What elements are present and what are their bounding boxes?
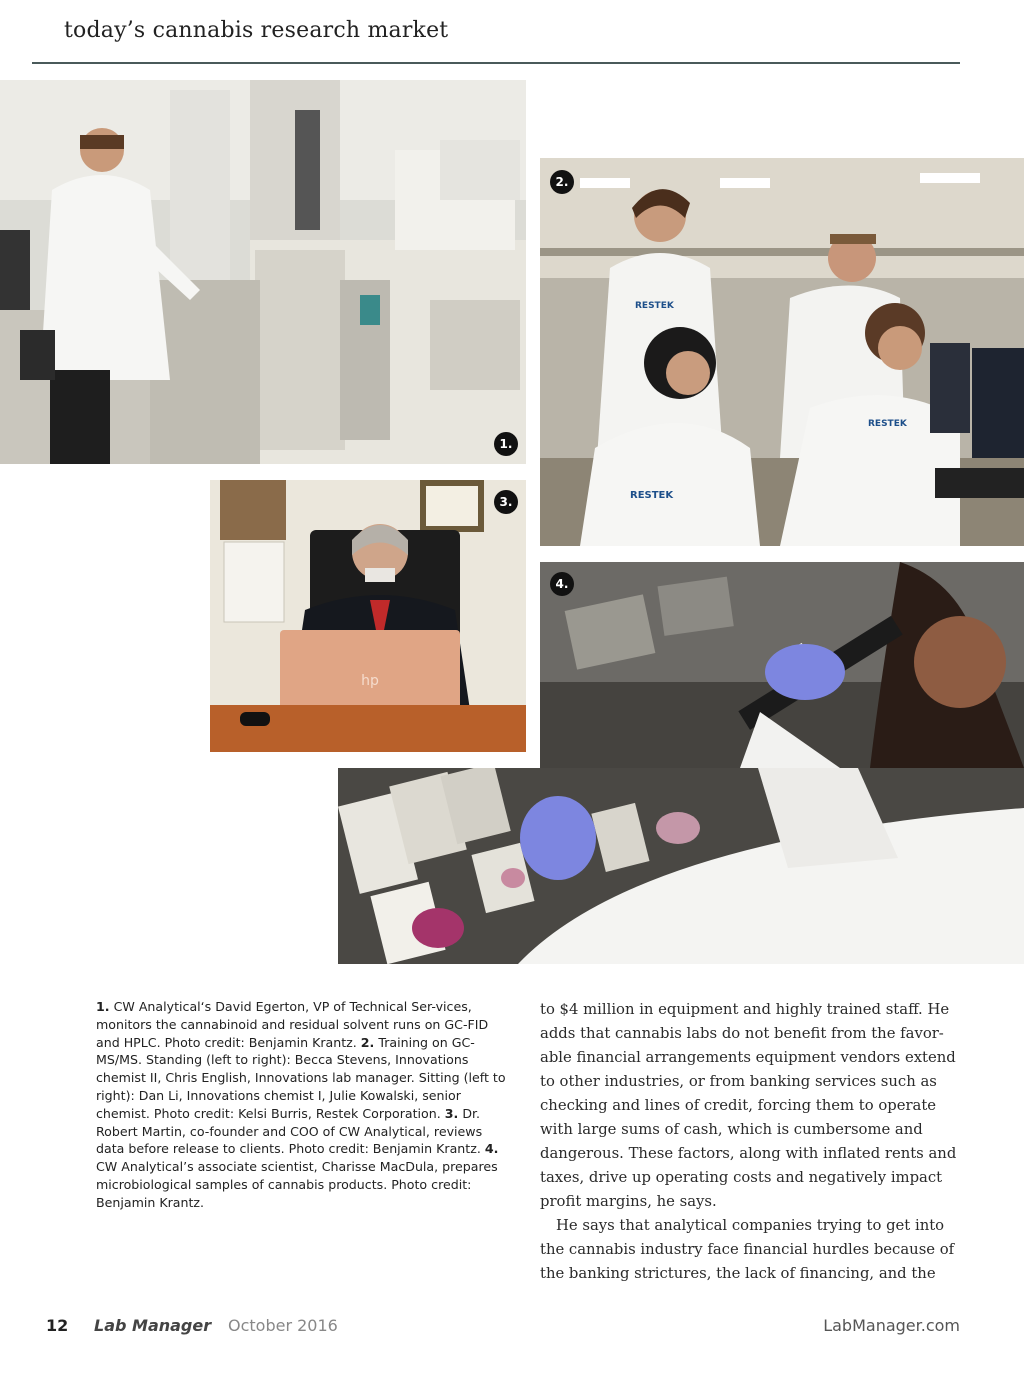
- photo-captions: [96, 998, 506, 1212]
- caption-number: 4.: [484, 1141, 499, 1157]
- body-paragraph: He says that analytical companies trying to get into the cannabis industry face financial hurdles because of the banking strictures, the lack of financing, and the: [540, 1217, 955, 1282]
- coat-logo: RESTEK: [868, 419, 907, 429]
- photo-badge: 1.: [494, 432, 518, 456]
- laptop-logo: hp: [361, 673, 379, 689]
- caption-text: CW Analytical’s associate scientist, Charisse MacDula, prepares microbiological samples of cannabis products. Photo credit: Benjamin Krantz.: [96, 1159, 498, 1210]
- coat-logo: RESTEK: [630, 490, 674, 501]
- photo-1-lab-instruments: [0, 80, 526, 464]
- caption-text: Dr. Robert Martin, co-founder and COO of CW Analytical, reviews data before release to clients. Photo credit: Benjamin Krantz.: [96, 1105, 485, 1157]
- coat-logo: RESTEK: [635, 301, 674, 311]
- body-paragraph: to $4 million in equipment and highly trained staff. He adds that cannabis labs do not benefit from the favor-able financial arrangements equipment vendors extend to other industries, or from banking services such as checking and lines of credit, forcing them to operate with large sums of cash, which is cumbersome and dangerous. These factors, along with inflated rents and taxes, drive up operating costs and negatively impact profit margins, he says.: [540, 1001, 957, 1210]
- running-header: today’s cannabis research market: [64, 18, 449, 43]
- website-url: LabManager.com: [823, 1316, 960, 1335]
- photo-badge: 3.: [494, 490, 518, 514]
- caption-text: Training on GC-MS/MS. Standing (left to right): Becca Stevens, Innovations chemist II, Chris English, Innovations lab manager. Sitting (left to right): Dan Li, Innovations chemist I, Julie Kowalski, senior chemist. Photo credit: Kelsi Burris, Restek Corporation.: [96, 1034, 506, 1121]
- photo-3-office: [210, 480, 526, 752]
- caption-text: CW Analytical‘s David Egerton, VP of Technical Ser-vices, monitors the cannabinoid and residual solvent runs on GC-FID and HPLC. Photo credit: Benjamin Krantz.: [96, 999, 489, 1050]
- issue-date: October 2016: [228, 1316, 338, 1335]
- photo-badge: 4.: [550, 572, 574, 596]
- photo-4-pipette: [540, 562, 1024, 768]
- caption-number: 3.: [444, 1105, 459, 1121]
- article-body: [540, 998, 960, 1286]
- caption-number: 1.: [96, 999, 110, 1014]
- header-rule: [32, 62, 960, 64]
- photo-4-pipette-lower: [338, 768, 1024, 964]
- photo-badge: 2.: [550, 170, 574, 194]
- photo-2-training: [540, 158, 1024, 546]
- page-number: 12: [46, 1316, 69, 1335]
- caption-number: 2.: [360, 1034, 375, 1050]
- magazine-name: Lab Manager: [94, 1316, 212, 1335]
